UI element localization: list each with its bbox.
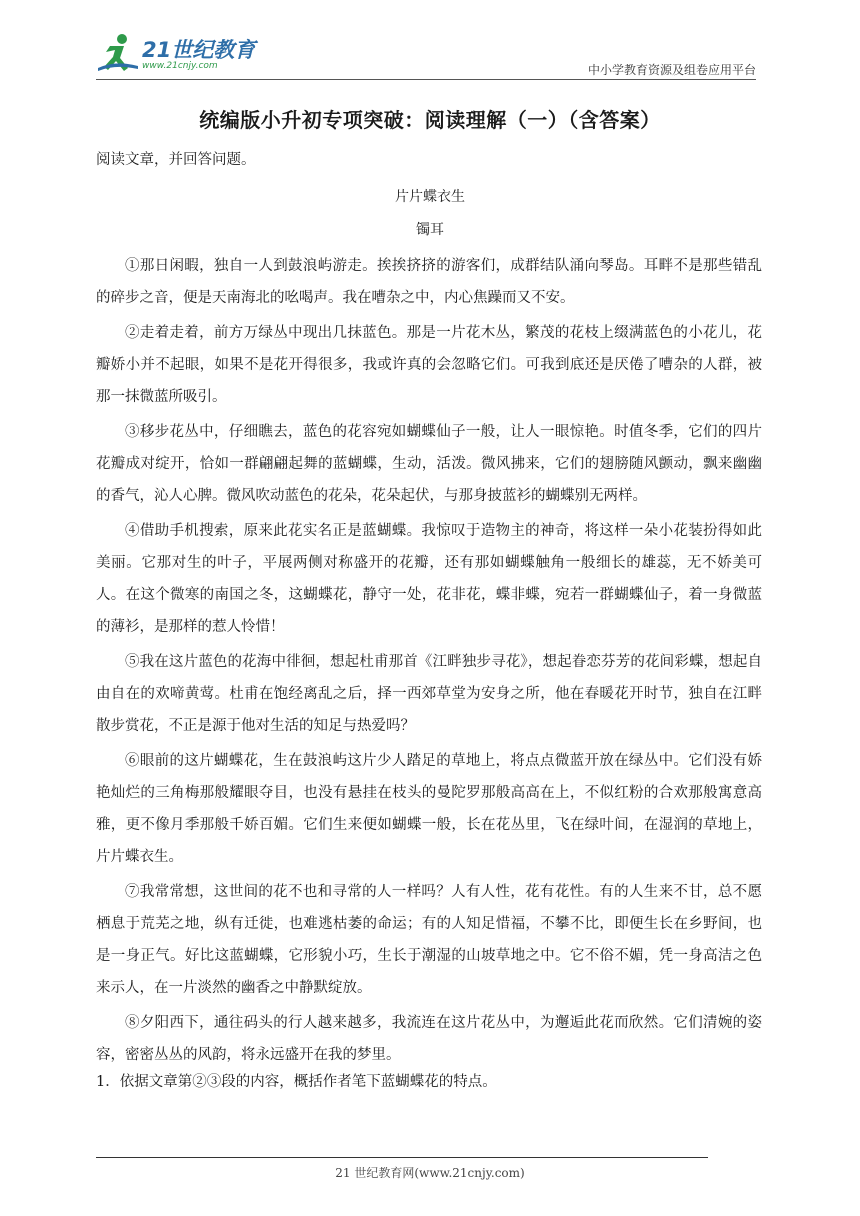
site-logo — [96, 30, 266, 78]
paragraph-5: ⑤我在这片蓝色的花海中徘徊，想起杜甫那首《江畔独步寻花》，想起眷恋芬芳的花间彩蝶，想起自由自在的欢啼黄莺。杜甫在饱经离乱之后，择一西郊草堂为安身之所，他在春暖花开时节，独自在江畔散步赏花，不正是源于他对生活的知足与热爱吗？ — [96, 654, 762, 734]
paragraph-8: ⑧夕阳西下，通往码头的行人越来越多，我流连在这片花丛中，为邂逅此花而欣然。它们清婉的姿容，密密丛丛的风韵，将永远盛开在我的梦里。 — [96, 1015, 762, 1063]
page-title: 统编版小升初专项突破：阅读理解（一）（含答案） — [199, 108, 661, 132]
question-1: 1．依据文章第②③段的内容，概括作者笔下蓝蝴蝶花的特点。 — [96, 1074, 497, 1090]
article-title: 片片蝶衣生 — [395, 189, 465, 205]
page-header — [96, 30, 756, 80]
paragraph-7: ⑦我常常想，这世间的花不也和寻常的人一样吗？人有人性，花有花性。有的人生来不甘，总不愿栖息于荒芜之地，纵有迁徙，也难逃枯萎的命运；有的人知足惜福，不攀不比，即便生长在乡野间，也是一身正气。好比这蓝蝴蝶，它形貌小巧，生长于潮湿的山坡草地之中。它不俗不媚，凭一身高洁之色来示人，在一片淡然的幽香之中静默绽放。 — [96, 884, 762, 996]
instruction: 阅读文章，并回答问题。 — [96, 152, 256, 168]
paragraph-3: ③移步花丛中，仔细瞧去，蓝色的花容宛如蝴蝶仙子一般，让人一眼惊艳。时值冬季，它们的四片花瓣成对绽开，恰如一群翩翩起舞的蓝蝴蝶，生动，活泼。微风拂来，它们的翅膀随风颤动，飘来幽幽的香气，沁人心脾。微风吹动蓝色的花朵，花朵起伏，与那身披蓝衫的蝴蝶别无两样。 — [96, 424, 762, 504]
article-author: 镯耳 — [416, 222, 444, 238]
paragraph-2: ②走着走着，前方万绿丛中现出几抹蓝色。那是一片花木丛，繁茂的花枝上缀满蓝色的小花儿，花瓣娇小并不起眼，如果不是花开得很多，我或许真的会忽略它们。可我到底还是厌倦了嘈杂的人群，被那一抹微蓝所吸引。 — [96, 325, 762, 405]
article-body — [96, 250, 762, 1074]
platform-name: 中小学教育资源及组卷应用平台 — [587, 63, 756, 77]
page-footer: 21 世纪教育网(www.21cnjy.com) — [335, 1166, 525, 1180]
paragraph-4: ④借助手机搜索，原来此花实名正是蓝蝴蝶。我惊叹于造物主的神奇，将这样一朵小花装扮得如此美丽。它那对生的叶子，平展两侧对称盛开的花瓣，还有那如蝴蝶触角一般细长的雄蕊，无不娇美可人。在这个微寒的南国之冬，这蝴蝶花，静守一处，花非花，蝶非蝶，宛若一群蝴蝶仙子，着一身微蓝的薄衫，是那样的惹人怜惜！ — [96, 523, 762, 635]
paragraph-6: ⑥眼前的这片蝴蝶花，生在鼓浪屿这片少人踏足的草地上，将点点微蓝开放在绿丛中。它们没有娇艳灿烂的三角梅那般耀眼夺目，也没有悬挂在枝头的曼陀罗那般高高在上，不似红粉的合欢那般寓意高雅，更不像月季那般千娇百媚。它们生来便如蝴蝶一般，长在花丛里，飞在绿叶间，在湿润的草地上，片片蝶衣生。 — [96, 753, 762, 865]
logo-text: 21世纪教育 — [142, 38, 256, 62]
paragraph-1: ①那日闲暇，独自一人到鼓浪屿游走。挨挨挤挤的游客们，成群结队涌向琴岛。耳畔不是那些错乱的碎步之音，便是天南海北的吆喝声。我在嘈杂之中，内心焦躁而又不安。 — [96, 258, 762, 306]
runner-logo-icon — [96, 32, 140, 76]
header-divider — [96, 79, 756, 80]
logo-url: www.21cnjy.com — [142, 61, 218, 71]
footer-divider — [96, 1157, 708, 1158]
